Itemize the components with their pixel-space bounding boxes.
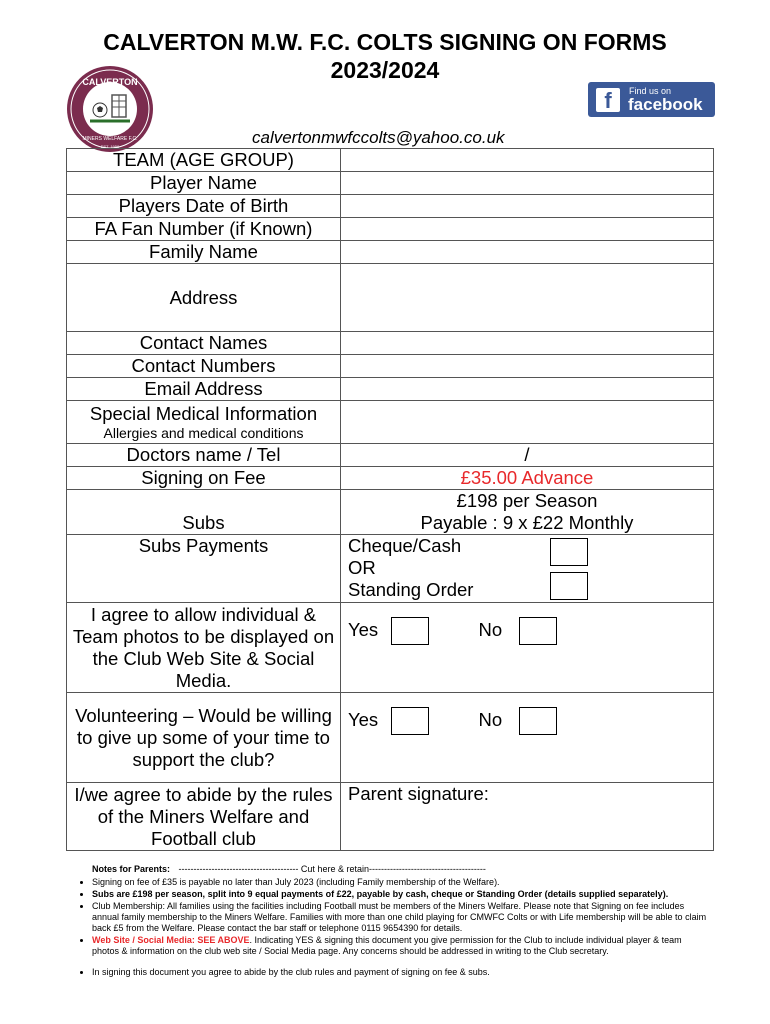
field-team[interactable] [341,149,714,172]
field-email-address[interactable] [341,378,714,401]
photos-yes-checkbox[interactable] [391,617,429,645]
facebook-icon: f [596,88,620,112]
facebook-find-text: Find us on [629,86,672,96]
field-doctors[interactable]: / [341,444,714,467]
field-photos-consent [341,603,714,693]
photos-yes-label: Yes [348,618,379,640]
note-agreement: • In signing this document you agree to abide by the club rules and payment of signing on fee & subs. [92,967,708,978]
label-family-name: Family Name [67,241,341,264]
form-title: CALVERTON M.W. F.C. COLTS SIGNING ON FORMS [103,29,667,55]
field-medical[interactable] [341,401,714,444]
field-family-name[interactable] [341,241,714,264]
notes-header [68,864,708,875]
note-website-heading: Web Site / Social Media: SEE ABOVE [92,935,250,945]
field-address[interactable] [341,264,714,332]
field-contact-numbers[interactable] [341,355,714,378]
note-subs: • Subs are £198 per season, split into 9 equal payments of £22, payable by cash, cheque or Standing Order (details supplied separately). [92,889,708,900]
label-address: Address [67,264,341,332]
label-player-name: Player Name [67,172,341,195]
field-volunteering [341,693,714,783]
label-rules-agreement: I/we agree to abide by the rules of the Miners Welfare and Football club [67,783,341,851]
field-contact-names[interactable] [341,332,714,355]
label-subs: Subs [67,490,341,535]
label-dob: Players Date of Birth [67,195,341,218]
subs-per-season: £198 per Season [456,490,598,511]
label-medical-title: Special Medical Information [89,402,318,424]
pay-option-cheque: Cheque/Cash [348,535,462,556]
field-fan-number[interactable] [341,218,714,241]
contact-email[interactable]: calvertonmwfccolts@yahoo.co.uk [252,128,505,147]
club-crest-logo [66,65,154,153]
note-club-membership: • Club Membership: All families using the facilities including Football must be members of the Miners Welfare. Please note that Signing on fee includes annual family membership to the Miners Welfare. Families with more than one child playing for CMWFC Colts or with Life membership will be able to claim back £5 from the Welfare. Please contact the bar staff or telephone 0115 9654390 for details. [92,901,708,934]
label-subs-payments: Subs Payments [67,535,341,603]
cut-line: ---------------------------------------- Cut here & retain--------------------------------------- [178,864,486,874]
note-website-text: . Indicating YES & signing this document you give permission for the Club to include individual player & team photos & information on the club web site / Social Media page. Any concerns should be addressed in writing to the Club secretary. [92,935,682,956]
svg-text:MINERS WELFARE F.C.: MINERS WELFARE F.C. [82,136,138,142]
label-contact-names: Contact Names [67,332,341,355]
volunteer-no-label: No [478,708,503,730]
note-signing-fee: • Signing on fee of £35 is payable no later than July 2023 (including Family membership of the Welfare). [92,877,708,888]
field-dob[interactable] [341,195,714,218]
value-subs [341,490,714,535]
pay-option-or: OR [348,557,376,578]
photos-no-label: No [478,618,503,640]
cheque-cash-checkbox[interactable] [550,538,588,566]
form-season: 2023/2024 [330,57,440,83]
field-player-name[interactable] [341,172,714,195]
volunteer-yes-label: Yes [348,708,379,730]
label-volunteering: Volunteering – Would be willing to give up some of your time to support the club? [67,693,341,783]
notes-heading: Notes for Parents: [92,864,171,874]
label-photos-consent: I agree to allow individual & Team photos to be displayed on the Club Web Site & Social Media. [67,603,341,693]
field-parent-signature[interactable] [341,783,714,851]
pay-option-standing: Standing Order [348,579,474,600]
svg-text:EST. 1950: EST. 1950 [100,144,120,149]
standing-order-checkbox[interactable] [550,572,588,600]
value-signing-fee: £35.00 Advance [341,467,714,490]
label-email-address: Email Address [67,378,341,401]
parent-signature-label: Parent signature: [348,783,489,804]
facebook-badge[interactable] [588,82,715,117]
notes-list [68,877,708,978]
photos-no-checkbox[interactable] [519,617,557,645]
subs-monthly: Payable : 9 x £22 Monthly [420,512,634,533]
label-signing-fee: Signing on Fee [67,467,341,490]
svg-text:CALVERTON: CALVERTON [82,77,138,87]
volunteer-yes-checkbox[interactable] [391,707,429,735]
volunteer-no-checkbox[interactable] [519,707,557,735]
label-contact-numbers: Contact Numbers [67,355,341,378]
label-team: TEAM (AGE GROUP) [67,149,341,172]
label-medical [67,401,341,444]
notes-section [68,864,708,979]
label-fan-number: FA Fan Number (if Known) [67,218,341,241]
signing-form-table [66,148,714,851]
note-website [92,935,708,957]
label-medical-subtitle: Allergies and medical conditions [103,424,304,441]
label-doctors: Doctors name / Tel [67,444,341,467]
field-subs-payments [341,535,714,603]
facebook-wordmark: facebook [628,95,703,114]
